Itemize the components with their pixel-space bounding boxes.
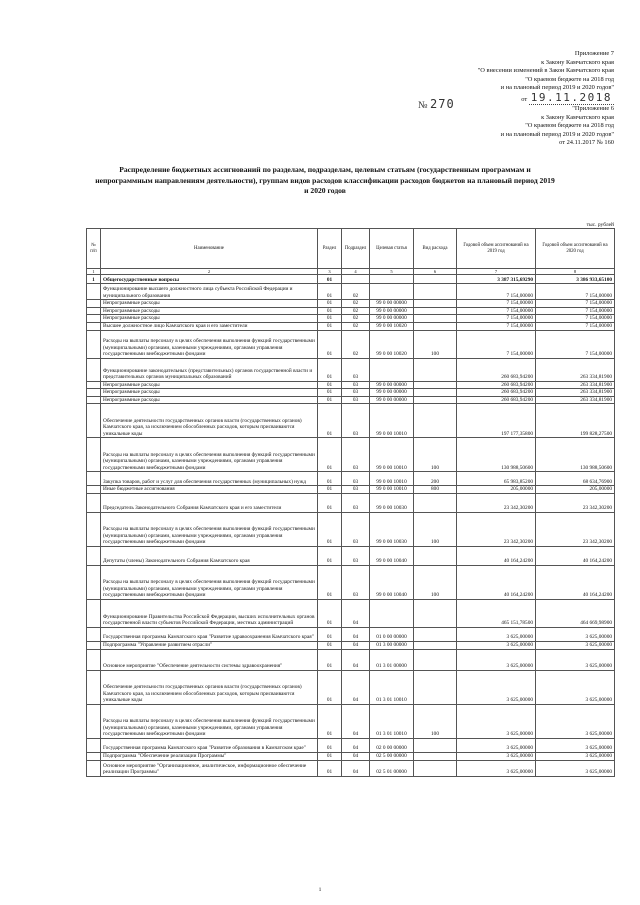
header1-line: "О краевом бюджете на 2018 год [525, 75, 614, 83]
row-vid [414, 300, 457, 308]
row-podrazdel: 04 [342, 649, 370, 670]
row-num [87, 546, 101, 565]
row-num [87, 649, 101, 670]
header2-line: "Приложение 6 [572, 105, 614, 112]
row-name: Обеспечение деятельности государственных органов власти (государственных органов) Камчатского края, за исключением обособленных расходов, которым присваиваются уникальные коды [101, 404, 318, 438]
row-name: Основное мероприятие "Организационное, аналитическое, информационное обеспечение реализации Программы" [101, 760, 318, 776]
row-vid [414, 322, 457, 330]
row-amount-2020: 199 828,27500 [536, 404, 615, 438]
row-amount-2020: 23 342,30200 [536, 512, 615, 546]
row-vid [414, 599, 457, 627]
row-name: Функционирование законодательных (представительных) органов государственной власти и представительных органов муниципальных образований [101, 358, 318, 381]
row-stat: 99 0 00 10040 [370, 546, 414, 565]
row-amount-2019: 23 342,30200 [457, 493, 536, 512]
table-row [87, 649, 615, 670]
table-row [87, 486, 615, 494]
row-vid: 100 [414, 512, 457, 546]
row-amount-2019: 40 164,24200 [457, 546, 536, 565]
row-num [87, 704, 101, 738]
row-num [87, 627, 101, 641]
row-num [87, 322, 101, 330]
row-name: Закупка товаров, работ и услуг для обеспечения государственных (муниципальных) нужд [101, 472, 318, 486]
row-stat: 99 0 00 10040 [370, 565, 414, 599]
row-vid [414, 546, 457, 565]
row-stat: 99 0 00 10030 [370, 512, 414, 546]
row-name: Непрограммные расходы [101, 389, 318, 397]
table-row [87, 493, 615, 512]
row-stat: 01 0 00 00000 [370, 627, 414, 641]
row-amount-2019: 465 151,78500 [457, 599, 536, 627]
row-amount-2019: 7 154,00000 [457, 315, 536, 323]
table-row [87, 738, 615, 752]
row-vid [414, 389, 457, 397]
row-amount-2020: 7 154,00000 [536, 284, 615, 300]
table-row [87, 396, 615, 404]
row-name: Основное мероприятие "Обеспечение деятельности системы здравоохранения" [101, 649, 318, 670]
row-amount-2019: 3 625,00000 [457, 752, 536, 760]
row-amount-2019: 260 683,94200 [457, 358, 536, 381]
row-num [87, 358, 101, 381]
page-number: 1 [318, 887, 322, 893]
row-razdel: 01 [318, 275, 342, 284]
row-stat: 01 3 01 00000 [370, 649, 414, 670]
row-razdel: 01 [318, 546, 342, 565]
row-amount-2020: 7 154,00000 [536, 307, 615, 315]
row-stat: 99 0 00 10010 [370, 486, 414, 494]
row-razdel: 01 [318, 641, 342, 649]
header1-number [418, 97, 455, 111]
row-vid [414, 670, 457, 704]
row-stat: 99 0 00 00000 [370, 300, 414, 308]
row-vid [414, 641, 457, 649]
row-num [87, 472, 101, 486]
row-amount-2019: 3 625,00000 [457, 627, 536, 641]
row-amount-2019: 3 625,00000 [457, 760, 536, 776]
col-number: 8 [536, 269, 615, 275]
row-amount-2019: 3 625,00000 [457, 670, 536, 704]
row-stat: 99 0 00 10010 [370, 404, 414, 438]
row-razdel: 01 [318, 649, 342, 670]
row-stat: 99 0 00 10010 [370, 472, 414, 486]
row-amount-2020: 130 988,50600 [536, 438, 615, 472]
row-num [87, 752, 101, 760]
row-vid [414, 284, 457, 300]
row-amount-2019: 3 625,00000 [457, 641, 536, 649]
table-row [87, 284, 615, 300]
row-name: Государственная программа Камчатского края "Развитие здравоохранения Камчатского края" [101, 627, 318, 641]
row-num [87, 565, 101, 599]
row-podrazdel: 03 [342, 512, 370, 546]
row-podrazdel: 03 [342, 404, 370, 438]
col-header-num: № п/п [87, 229, 101, 269]
row-num [87, 300, 101, 308]
table-row [87, 438, 615, 472]
row-amount-2019: 23 342,30200 [457, 512, 536, 546]
row-name: Государственная программа Камчатского края "Развитие образования в Камчатском крае" [101, 738, 318, 752]
row-num [87, 670, 101, 704]
table-row [87, 300, 615, 308]
row-name: Общегосударственные вопросы [101, 275, 318, 284]
row-razdel: 01 [318, 396, 342, 404]
row-name: Функционирование высшего должностного лица субъекта Российской Федерации и муниципального образования [101, 284, 318, 300]
row-num [87, 493, 101, 512]
row-podrazdel: 03 [342, 396, 370, 404]
row-amount-2019: 3 625,00000 [457, 738, 536, 752]
row-podrazdel: 02 [342, 307, 370, 315]
row-podrazdel: 02 [342, 330, 370, 358]
table-row [87, 512, 615, 546]
row-amount-2020: 23 342,30200 [536, 493, 615, 512]
row-razdel: 01 [318, 752, 342, 760]
handwritten-number: 270 [430, 97, 455, 111]
row-razdel: 01 [318, 670, 342, 704]
row-razdel: 01 [318, 627, 342, 641]
row-podrazdel: 04 [342, 738, 370, 752]
row-podrazdel: 02 [342, 322, 370, 330]
row-num [87, 307, 101, 315]
row-name: Непрограммные расходы [101, 396, 318, 404]
row-stat: 01 3 01 10010 [370, 704, 414, 738]
row-name: Непрограммные расходы [101, 300, 318, 308]
row-num [87, 738, 101, 752]
row-num [87, 760, 101, 776]
table-row [87, 330, 615, 358]
row-num [87, 330, 101, 358]
row-razdel: 01 [318, 284, 342, 300]
row-name: Расходы на выплаты персоналу в целях обеспечения выполнения функций государственными (муниципальными) органами, казенными учреждениями, органами управления государственными внебюджетными фондами [101, 330, 318, 358]
header1-date [478, 90, 614, 105]
row-amount-2020: 3 625,00000 [536, 738, 615, 752]
row-razdel: 01 [318, 358, 342, 381]
table-row [87, 404, 615, 438]
header-annex-7 [478, 50, 614, 105]
row-razdel: 01 [318, 404, 342, 438]
row-num [87, 599, 101, 627]
row-amount-2020: 7 154,00000 [536, 330, 615, 358]
row-vid [414, 358, 457, 381]
row-podrazdel: 04 [342, 641, 370, 649]
row-name: Председатель Законодательного Собрания Камчатского края и его заместители [101, 493, 318, 512]
row-stat: 99 0 00 00000 [370, 381, 414, 389]
row-stat: 99 0 00 00000 [370, 389, 414, 397]
col-number: 4 [342, 269, 370, 275]
row-amount-2020: 3 625,00000 [536, 670, 615, 704]
row-amount-2019: 260 683,94200 [457, 389, 536, 397]
col-number: 7 [457, 269, 536, 275]
row-stat [370, 358, 414, 381]
row-name: Непрограммные расходы [101, 381, 318, 389]
row-name: Расходы на выплаты персоналу в целях обеспечения выполнения функций государственными (муниципальными) органами, казенными учреждениями, органами управления государственными внебюджетными фондами [101, 565, 318, 599]
table-row [87, 389, 615, 397]
date-prefix: от [521, 95, 528, 103]
row-vid [414, 275, 457, 284]
row-name: Обеспечение деятельности государственных органов власти (государственных органов) Камчатского края, за исключением обособленных расходов, которым присваиваются уникальные коды [101, 670, 318, 704]
row-amount-2020: 263 334,81900 [536, 381, 615, 389]
row-name: Расходы на выплаты персоналу в целях обеспечения выполнения функций государственными (муниципальными) органами, казенными учреждениями, органами управления государственными внебюджетными фондами [101, 512, 318, 546]
row-vid [414, 396, 457, 404]
row-amount-2020: 464 669,98900 [536, 599, 615, 627]
table-row [87, 752, 615, 760]
table-row [87, 641, 615, 649]
row-podrazdel: 02 [342, 315, 370, 323]
row-podrazdel: 04 [342, 760, 370, 776]
row-podrazdel: 03 [342, 472, 370, 486]
row-razdel: 01 [318, 330, 342, 358]
row-num [87, 396, 101, 404]
row-vid [414, 760, 457, 776]
row-razdel: 01 [318, 300, 342, 308]
row-podrazdel: 03 [342, 565, 370, 599]
col-number: 6 [414, 269, 457, 275]
row-amount-2020: 263 334,81900 [536, 358, 615, 381]
col-header-vid: Вид расхода [414, 229, 457, 269]
row-amount-2019: 7 154,00000 [457, 322, 536, 330]
row-razdel: 01 [318, 760, 342, 776]
row-stat: 02 0 00 00000 [370, 738, 414, 752]
row-name: Подпрограмма "Обеспечение реализации Программы" [101, 752, 318, 760]
table-row [87, 472, 615, 486]
col-header-podrazdel: Подраздел [342, 229, 370, 269]
row-vid: 100 [414, 438, 457, 472]
header1-line: Приложение 7 [574, 50, 614, 57]
row-podrazdel: 04 [342, 670, 370, 704]
row-name: Непрограммные расходы [101, 307, 318, 315]
row-num [87, 284, 101, 300]
header1-line: и на плановый период 2019 и 2020 годов" [500, 84, 614, 92]
row-razdel: 01 [318, 381, 342, 389]
row-num: 1 [87, 275, 101, 284]
row-name: Иные бюджетные ассигнования [101, 486, 318, 494]
row-stat: 01 3 01 10010 [370, 670, 414, 704]
row-stat: 99 0 00 10010 [370, 438, 414, 472]
row-podrazdel [342, 275, 370, 284]
row-razdel: 01 [318, 738, 342, 752]
table-row [87, 307, 615, 315]
col-number: 2 [101, 269, 318, 275]
table-row [87, 358, 615, 381]
row-stat [370, 284, 414, 300]
row-stat: 02 5 01 00000 [370, 760, 414, 776]
row-vid [414, 381, 457, 389]
col-header-name: Наименование [101, 229, 318, 269]
row-podrazdel: 03 [342, 381, 370, 389]
row-amount-2019: 3 625,00000 [457, 649, 536, 670]
col-header-2020: Годовой объем ассигнований на 2020 год [536, 229, 615, 269]
row-razdel: 01 [318, 307, 342, 315]
row-amount-2019: 7 154,00000 [457, 300, 536, 308]
row-razdel: 01 [318, 704, 342, 738]
row-vid [414, 649, 457, 670]
row-podrazdel: 04 [342, 752, 370, 760]
row-podrazdel: 03 [342, 358, 370, 381]
table-row [87, 599, 615, 627]
row-podrazdel: 03 [342, 493, 370, 512]
row-amount-2020: 3 386 933,65100 [536, 275, 615, 284]
row-name: Высшее должностное лицо Камчатского края и его заместители [101, 322, 318, 330]
row-razdel: 01 [318, 512, 342, 546]
row-amount-2019: 3 625,00000 [457, 704, 536, 738]
row-num [87, 404, 101, 438]
row-amount-2020: 3 625,00000 [536, 704, 615, 738]
col-number: 1 [87, 269, 101, 275]
row-razdel: 01 [318, 493, 342, 512]
row-podrazdel: 03 [342, 438, 370, 472]
row-amount-2020: 7 154,00000 [536, 315, 615, 323]
row-amount-2020: 3 625,00000 [536, 649, 615, 670]
table-row [87, 381, 615, 389]
row-num [87, 512, 101, 546]
row-podrazdel: 02 [342, 300, 370, 308]
row-name: Расходы на выплаты персоналу в целях обеспечения выполнения функций государственными (муниципальными) органами, казенными учреждениями, органами управления государственными внебюджетными фондами [101, 704, 318, 738]
header2-line: и на плановый период 2019 и 2020 годов" [500, 130, 614, 138]
col-header-2019: Годовой объем ассигнований на 2019 год [457, 229, 536, 269]
table-row [87, 670, 615, 704]
table-row [87, 546, 615, 565]
row-amount-2019: 260 683,94200 [457, 396, 536, 404]
row-amount-2019: 3 387 315,69290 [457, 275, 536, 284]
row-podrazdel: 04 [342, 627, 370, 641]
header2-line: "О краевом бюджете на 2018 год [525, 122, 614, 130]
row-podrazdel: 03 [342, 389, 370, 397]
row-razdel: 01 [318, 322, 342, 330]
table-row [87, 760, 615, 776]
row-stat: 99 0 00 00000 [370, 315, 414, 323]
row-name: Расходы на выплаты персоналу в целях обеспечения выполнения функций государственными (муниципальными) органами, казенными учреждениями, органами управления государственными внебюджетными фондами [101, 438, 318, 472]
table-row [87, 704, 615, 738]
row-vid [414, 307, 457, 315]
row-amount-2020: 7 154,00000 [536, 300, 615, 308]
row-stat: 99 0 00 10030 [370, 493, 414, 512]
row-podrazdel: 04 [342, 704, 370, 738]
col-number: 3 [318, 269, 342, 275]
row-num [87, 486, 101, 494]
row-amount-2020: 40 164,24200 [536, 565, 615, 599]
number-prefix: № [418, 100, 428, 111]
row-num [87, 315, 101, 323]
row-amount-2020: 3 625,00000 [536, 641, 615, 649]
row-razdel: 01 [318, 438, 342, 472]
header1-line: к Закону Камчатского края [541, 58, 614, 66]
row-podrazdel: 02 [342, 284, 370, 300]
header2-line: от 24.11.2017 № 160 [559, 139, 614, 147]
row-vid [414, 404, 457, 438]
row-num [87, 389, 101, 397]
table-row [87, 627, 615, 641]
header1-line: "О внесении изменений в Закон Камчатского края [477, 67, 614, 75]
col-header-stat: Целевая статья [370, 229, 414, 269]
table-body [87, 275, 615, 777]
document-title: Распределение бюджетных ассигнований по разделам, подразделам, целевым статьям (государственным программам и непрограммным направлениям деятельности), группам видов расходов классификации расходов бюджетов на плановый период 2019 и 2020 годов [95, 165, 555, 195]
table-row [87, 565, 615, 599]
row-vid: 200 [414, 472, 457, 486]
row-vid [414, 493, 457, 512]
row-amount-2020: 263 334,81900 [536, 389, 615, 397]
row-name: Функционирование Правительства Российской Федерации, высших исполнительных органов государственной власти субъектов Российской Федерации, местных администраций [101, 599, 318, 627]
handwritten-date: 19.11.2018 [530, 90, 612, 104]
row-amount-2020: 3 625,00000 [536, 627, 615, 641]
header-annex-6 [501, 105, 614, 148]
row-amount-2019: 7 154,00000 [457, 284, 536, 300]
row-vid [414, 315, 457, 323]
budget-table [86, 228, 615, 777]
row-amount-2019: 260 683,94200 [457, 381, 536, 389]
row-amount-2019: 197 177,35800 [457, 404, 536, 438]
row-podrazdel: 03 [342, 546, 370, 565]
row-vid: 100 [414, 565, 457, 599]
row-amount-2020: 205,00000 [536, 486, 615, 494]
row-amount-2019: 65 983,85200 [457, 472, 536, 486]
row-vid: 100 [414, 704, 457, 738]
col-number: 5 [370, 269, 414, 275]
row-amount-2020: 68 634,76900 [536, 472, 615, 486]
table-row [87, 275, 615, 284]
row-stat [370, 275, 414, 284]
row-vid [414, 738, 457, 752]
row-stat: 99 0 00 10020 [370, 330, 414, 358]
row-amount-2019: 205,00000 [457, 486, 536, 494]
units-label: тыс. рублей [586, 222, 614, 228]
row-podrazdel: 03 [342, 486, 370, 494]
row-name: Подпрограмма "Управление развитием отрасли" [101, 641, 318, 649]
row-razdel: 01 [318, 472, 342, 486]
row-vid [414, 752, 457, 760]
row-num [87, 381, 101, 389]
row-num [87, 641, 101, 649]
row-vid: 100 [414, 330, 457, 358]
row-vid [414, 627, 457, 641]
row-amount-2020: 263 334,81900 [536, 396, 615, 404]
row-amount-2019: 7 154,00000 [457, 307, 536, 315]
row-stat: 02 5 00 00000 [370, 752, 414, 760]
row-amount-2020: 7 154,00000 [536, 322, 615, 330]
row-name: Непрограммные расходы [101, 315, 318, 323]
row-stat: 99 0 00 00000 [370, 307, 414, 315]
row-stat: 99 0 00 00000 [370, 396, 414, 404]
row-amount-2019: 7 154,00000 [457, 330, 536, 358]
col-header-razdel: Раздел [318, 229, 342, 269]
row-name: Депутаты (члены) Законодательного Собрания Камчатского края [101, 546, 318, 565]
table-row [87, 315, 615, 323]
row-stat: 99 0 00 10020 [370, 322, 414, 330]
row-razdel: 01 [318, 486, 342, 494]
row-amount-2019: 130 988,50600 [457, 438, 536, 472]
row-podrazdel: 04 [342, 599, 370, 627]
row-razdel: 01 [318, 315, 342, 323]
row-razdel: 01 [318, 565, 342, 599]
table-row [87, 322, 615, 330]
header2-line: к Закону Камчатского края [541, 113, 614, 121]
row-num [87, 438, 101, 472]
table-header-row [87, 229, 615, 269]
row-amount-2020: 3 625,00000 [536, 760, 615, 776]
row-razdel: 01 [318, 599, 342, 627]
row-vid: 800 [414, 486, 457, 494]
row-stat [370, 599, 414, 627]
row-amount-2020: 40 164,24200 [536, 546, 615, 565]
row-stat: 01 3 00 00000 [370, 641, 414, 649]
row-amount-2020: 3 625,00000 [536, 752, 615, 760]
row-amount-2019: 40 164,24200 [457, 565, 536, 599]
row-razdel: 01 [318, 389, 342, 397]
